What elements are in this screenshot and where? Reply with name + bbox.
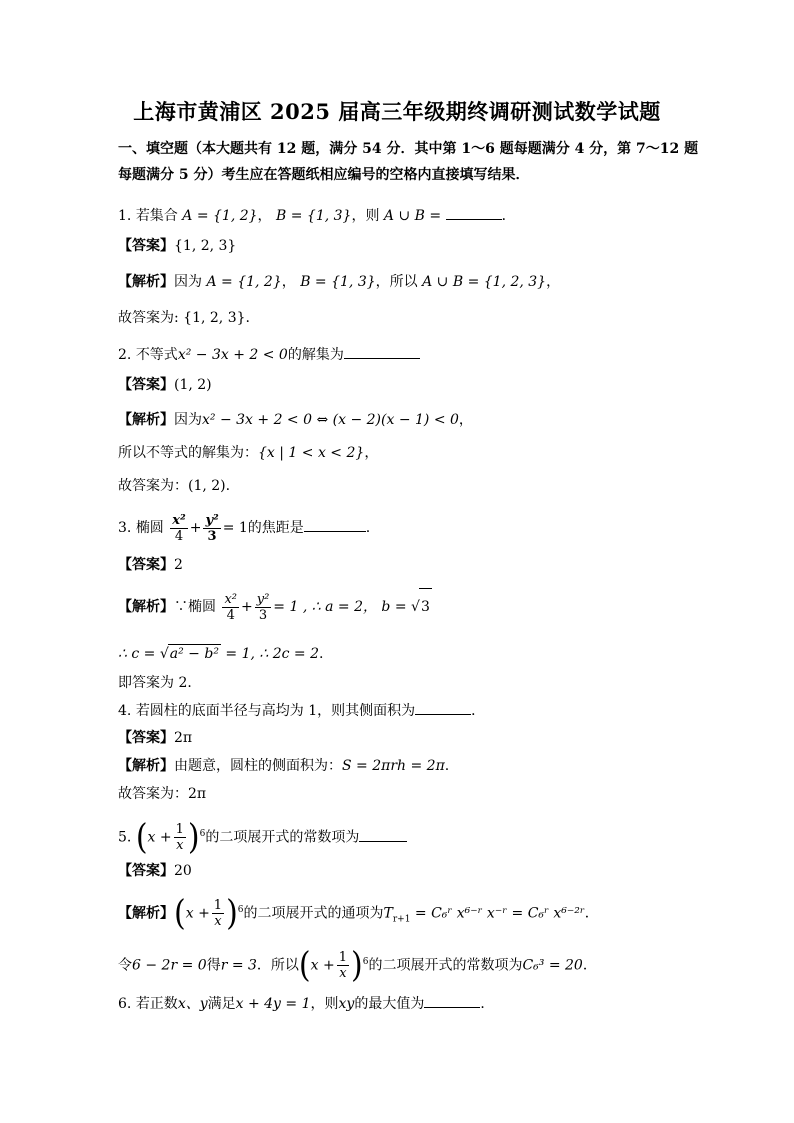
q2-analysis: 【解析】因为x² − 3x + 2 < 0 ⇔ (x − 2)(x − 1) < 0， [118,412,473,428]
page-title: 上海市黄浦区 2025 届高三年级期终调研测试数学试题 [133,99,661,124]
question-5: 5. (x + $\frac{1}{x}$ )$^6$的二项展开式的常数项为 [118,814,407,858]
q4-analysis: 【解析】由题意，圆柱的侧面积为：S = 2πrh = 2π. [118,758,450,774]
answer-blank [415,700,471,715]
q3-analysis: 【解析】∵椭圆 $\frac{\text{x²}}{4}$ + $\frac{\text{y²}}{3}$ = 1 , ∴ a = 2， b = √3 [118,588,432,625]
q2-answer: 【答案】(1, 2) [118,377,212,393]
answer-blank [359,827,407,842]
fraction: $\frac{\text{y²}}{3}$ [256,591,270,623]
q1-analysis: 【解析】因为 A = {1, 2}， B = {1, 3}，所以 A ∪ B = {1, 2, 3}， [118,274,561,290]
answer-blank [446,205,502,220]
q2-analysis-line2: 所以不等式的解集为：{x | 1 < x < 2}， [118,445,379,461]
q5-analysis: 【解析】(x + $\frac{1}{x}$ )$^6$的二项展开式的通项为$T_{r+1}$ = C₆ʳ x⁶⁻ʳ x⁻ʳ = C₆ʳ x⁶⁻²ʳ． [118,892,599,934]
answer-blank [344,344,420,359]
section-instructions-line1: 一、填空题（本大题共有 12 题，满分 54 分．其中第 1～6 题每题满分 4 分，第 7～12 题 [118,141,699,157]
fraction: $\frac{1}{x}$ [213,898,223,930]
fraction: $\frac{1}{x}$ [338,950,347,982]
answer-blank [304,517,366,532]
q2-conclusion: 故答案为：(1, 2). [118,478,231,494]
question-2: 2. 不等式x² − 3x + 2 < 0的解集为 [118,344,420,364]
q4-answer: 【答案】2π [118,730,193,746]
fraction: $\frac{\text{x²}}{4}$ [224,591,237,623]
section-instructions-line2: 每题满分 5 分）考生应在答题纸相应编号的空格内直接填写结果． [118,167,530,183]
fraction: $\frac{\text{y²}}{3}$ [205,512,219,544]
question-4: 4. 若圆柱的底面半径与高均为 1，则其侧面积为 ． [118,700,485,720]
q3-answer: 【答案】2 [118,557,183,573]
q1-conclusion: 故答案为: {1, 2, 3}. [118,310,250,326]
fraction: $\frac{\text{x²}}{4}$ [172,512,186,544]
question-1: 1. 若集合 A = {1, 2}， B = {1, 3}，则 A ∪ B = ． [118,205,516,225]
q5-analysis-line2: 令6 − 2r = 0得r = 3．所以(x + $\frac{1}{x}$ )$^6$的二项展开式的常数项为C₆³ = 20． [118,944,597,986]
q4-conclusion: 故答案为：2π [118,786,207,802]
q3-conclusion: 即答案为 2． [118,675,202,691]
question-6: 6. 若正数x、y满足x + 4y = 1，则xy的最大值为 ． [118,993,494,1013]
q5-answer: 【答案】20 [118,863,192,879]
q3-analysis-line2: ∴ c = √a² − b² = 1, ∴ 2c = 2. [118,646,324,662]
answer-blank [424,993,480,1008]
q1-answer: 【答案】{1, 2, 3} [118,238,237,254]
fraction: $\frac{1}{x}$ [175,822,184,854]
question-3: 3. 椭圆 $\frac{\text{x²}}{4}$ + $\frac{\text{y²}}{3}$ = 1的焦距是 . [118,512,371,544]
